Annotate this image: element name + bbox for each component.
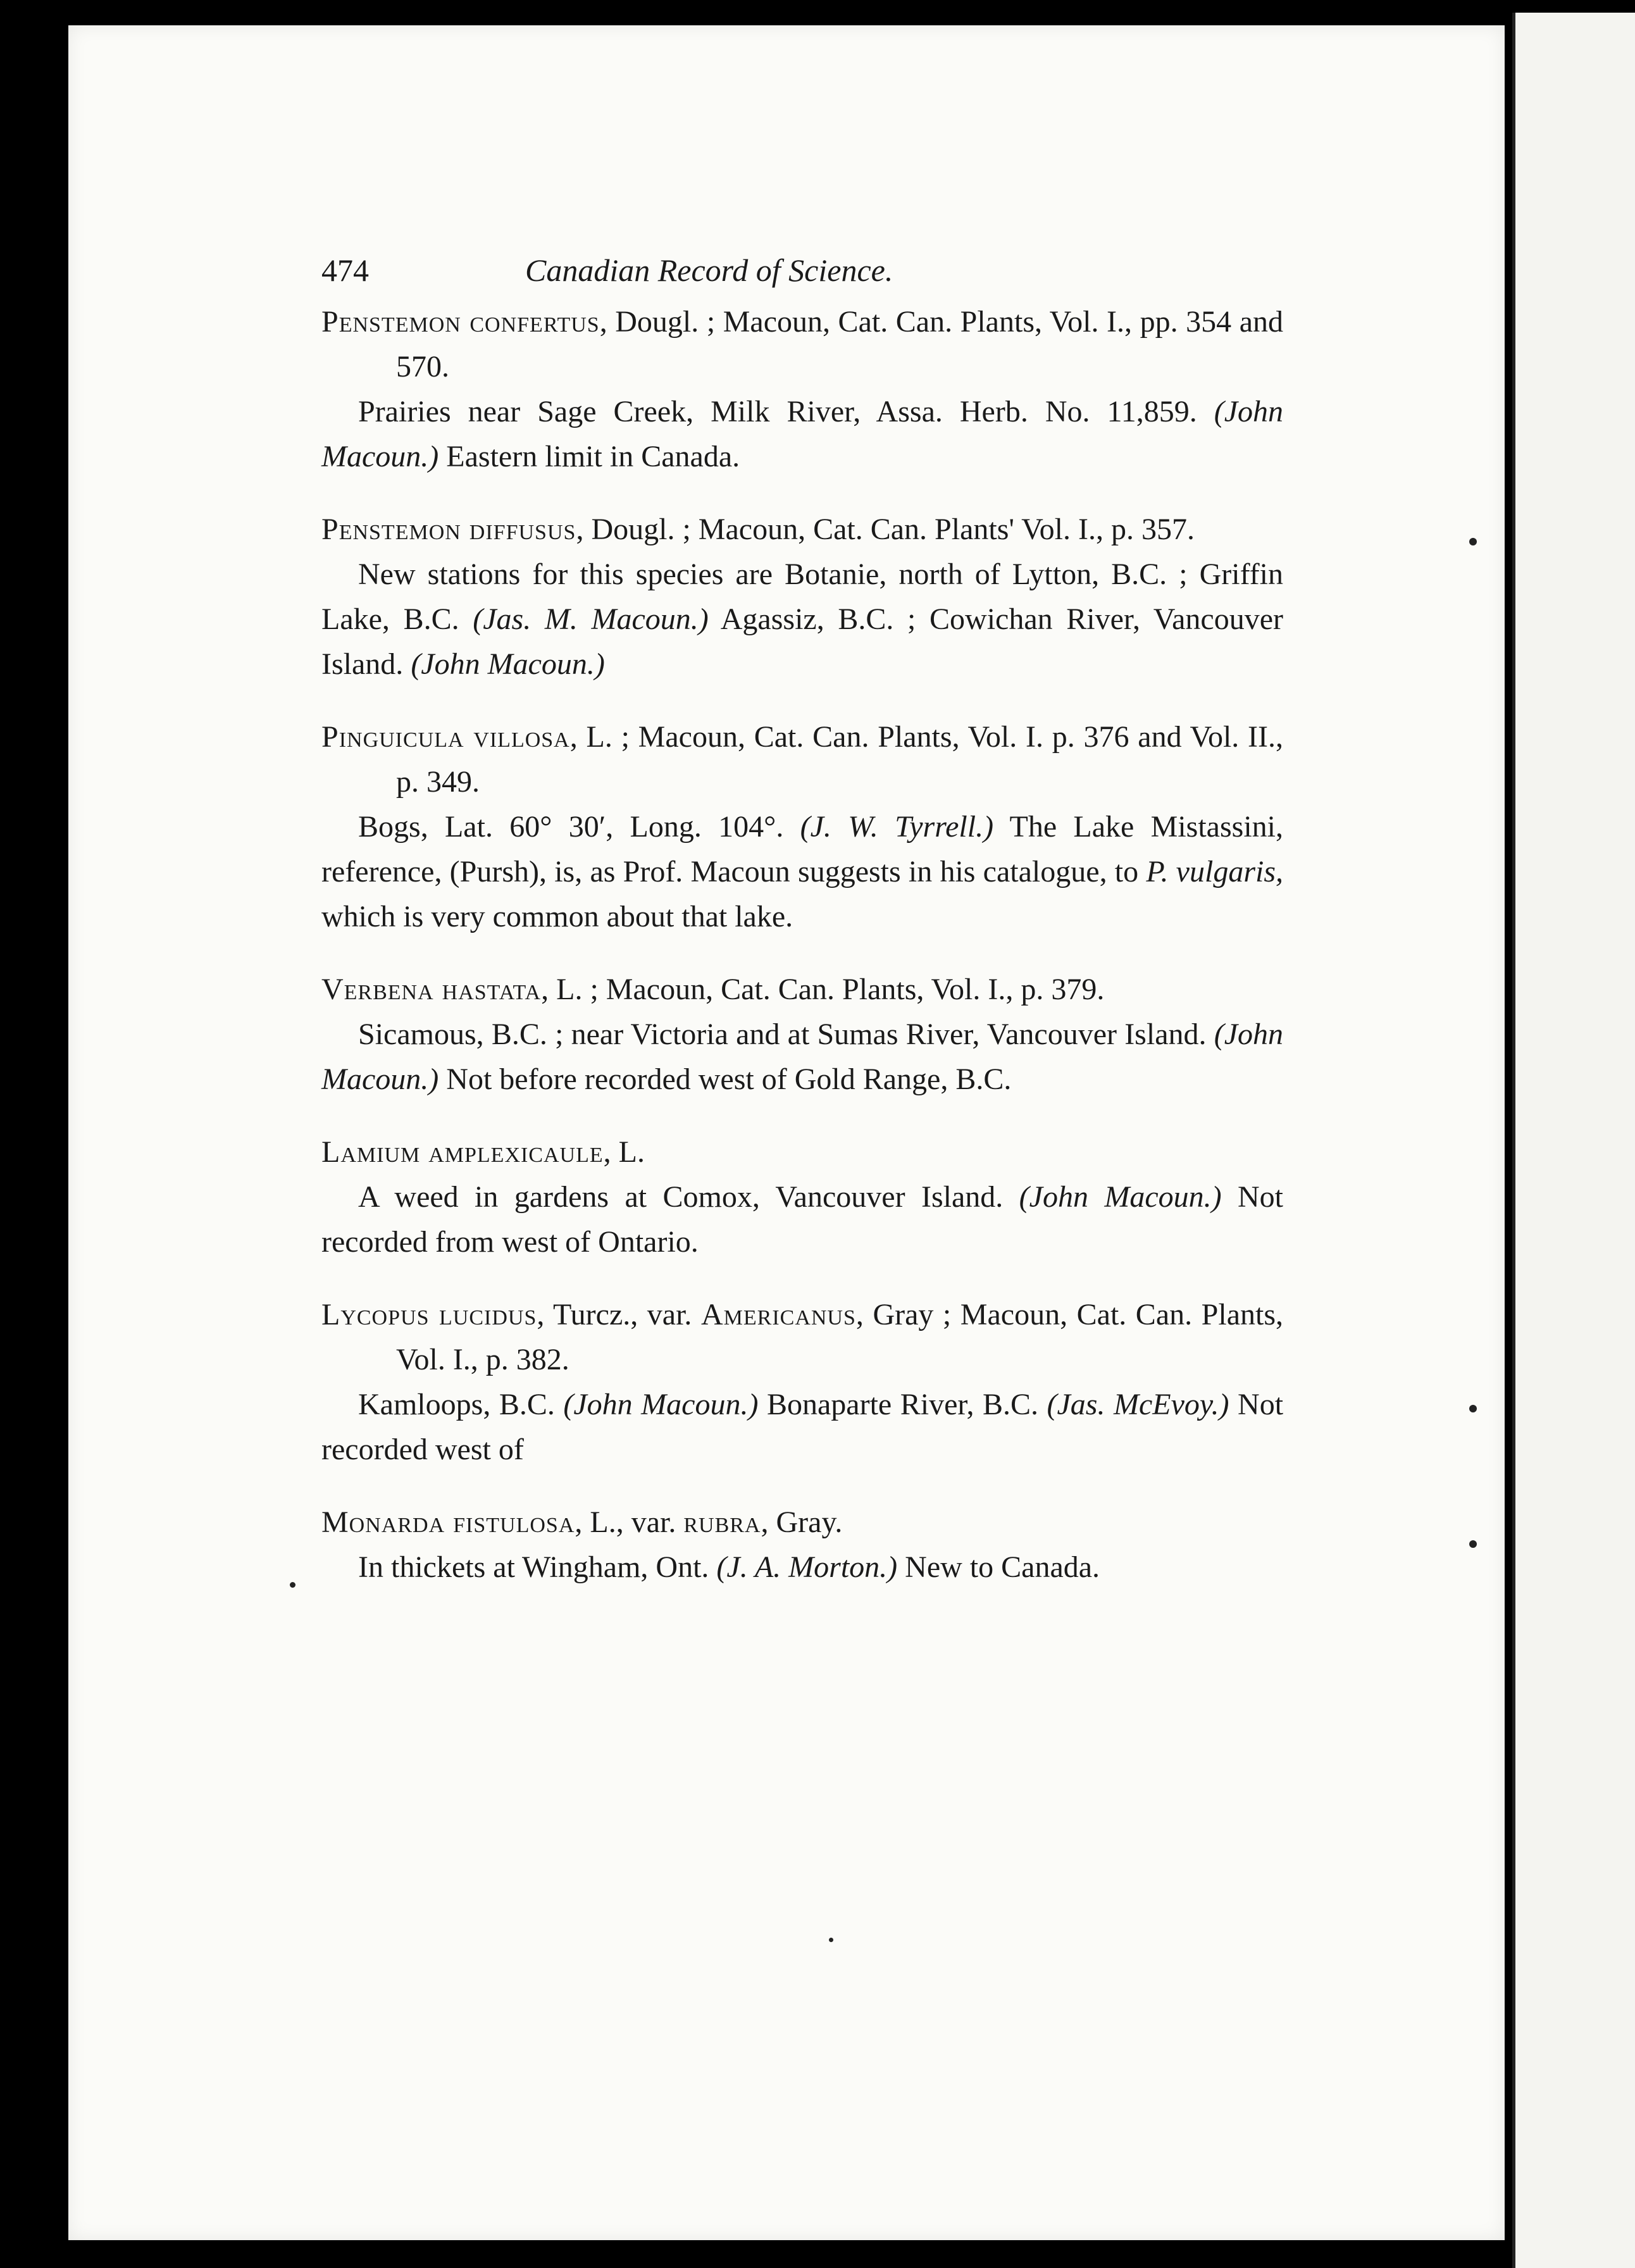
- species-name: Verbena hastata: [321, 973, 542, 1006]
- species-note: [321, 1174, 1283, 1264]
- species-note: [321, 804, 1283, 939]
- species-entry: [321, 507, 1283, 687]
- species-entry: [321, 714, 1283, 939]
- species-note: [321, 1545, 1283, 1590]
- citation-text: , Dougl. ; Macoun, Cat. Can. Plants' Vol. I., p. 357.: [576, 513, 1195, 546]
- citation-text: , L.: [603, 1135, 645, 1169]
- citation-text: , L., var.: [575, 1505, 676, 1539]
- note-text: Agassiz, B.C. ; Cowichan River, Vancouver Island.: [321, 602, 1284, 681]
- species-note: [321, 552, 1283, 687]
- note-text: which is very common about that lake.: [321, 900, 793, 933]
- species-citation: [321, 1500, 1283, 1545]
- note-text: New to Canada.: [905, 1550, 1100, 1584]
- species-reference: P. vulgaris,: [1146, 855, 1284, 888]
- species-citation: [321, 299, 1283, 389]
- species-entry: [321, 1292, 1283, 1472]
- species-citation: [321, 1130, 1283, 1174]
- note-text: Prairies near Sage Creek, Milk River, Assa. Herb. No. 11,859.: [358, 395, 1197, 428]
- ink-speck: [829, 1938, 833, 1942]
- species-citation: [321, 967, 1283, 1012]
- species-note: [321, 389, 1283, 479]
- note-text: Sicamous, B.C. ; near Victoria and at Sumas River, Vancouver Island.: [358, 1018, 1207, 1051]
- species-note: [321, 1012, 1283, 1102]
- citation-text: , L. ; Macoun, Cat. Can. Plants, Vol. I. p. 376 and Vol. II., p. 349.: [396, 720, 1284, 799]
- citation-text: , Turcz., var.: [537, 1298, 692, 1331]
- citation-text: , Gray.: [761, 1505, 843, 1539]
- note-text: Not recorded from west of Ontario.: [321, 1180, 1284, 1259]
- journal-title: Canadian Record of Science.: [525, 252, 893, 288]
- collector-name: (John Macoun.): [1019, 1180, 1222, 1214]
- species-entry: [321, 967, 1283, 1102]
- note-text: Not before recorded west of Gold Range, B.C.: [446, 1062, 1012, 1096]
- note-text: Eastern limit in Canada.: [446, 440, 740, 473]
- variety-name: rubra: [683, 1505, 761, 1539]
- note-text: Kamloops, B.C.: [358, 1388, 555, 1421]
- note-text: Bonaparte River, B.C.: [766, 1388, 1038, 1421]
- collector-name: (John Macoun.): [321, 1018, 1283, 1096]
- collector-name: (Jas. McEvoy.): [1047, 1388, 1229, 1421]
- collector-name: (John Macoun.): [563, 1388, 759, 1421]
- species-name: Monarda fistulosa: [321, 1505, 575, 1539]
- variety-name: Americanus: [700, 1298, 856, 1331]
- species-entry: [321, 299, 1283, 479]
- citation-text: , Gray ; Macoun, Cat. Can. Plants, Vol. I., p. 382.: [396, 1298, 1284, 1376]
- collector-name: (J. W. Tyrrell.): [800, 810, 994, 844]
- adjacent-page-edge: [1512, 13, 1635, 2268]
- species-note: [321, 1382, 1283, 1472]
- page-content: [321, 248, 1283, 1590]
- species-citation: [321, 1292, 1283, 1382]
- collector-name: (John Macoun.): [411, 647, 605, 681]
- ink-speck: [1469, 1540, 1477, 1548]
- ink-speck: [1469, 1405, 1477, 1412]
- species-citation: [321, 507, 1283, 552]
- species-name: Lycopus lucidus: [321, 1298, 537, 1331]
- note-text: Bogs, Lat. 60° 30′, Long. 104°.: [358, 810, 784, 844]
- species-citation: [321, 714, 1283, 804]
- citation-text: , Dougl. ; Macoun, Cat. Can. Plants, Vol. I., pp. 354 and 570.: [396, 305, 1284, 383]
- citation-text: , L. ; Macoun, Cat. Can. Plants, Vol. I., p. 379.: [541, 973, 1105, 1006]
- species-entry: [321, 1500, 1283, 1590]
- species-name: Lamium amplexicaule: [321, 1135, 604, 1169]
- species-name: Penstemon diffusus: [321, 513, 576, 546]
- note-text: New stations for this species are Botanie, north of Lytton, B.C. ; Griffin Lake, B.C.: [321, 558, 1283, 636]
- ink-speck: [1469, 538, 1477, 545]
- species-name: Pinguicula villosa: [321, 720, 570, 754]
- note-text: In thickets at Wingham, Ont.: [358, 1550, 709, 1584]
- collector-name: (J. A. Morton.): [716, 1550, 898, 1584]
- page-number: 474: [321, 252, 369, 288]
- collector-name: (John Macoun.): [321, 395, 1284, 473]
- ink-speck: [290, 1582, 295, 1588]
- species-entry: [321, 1130, 1283, 1264]
- note-text: Not recorded west of: [321, 1388, 1284, 1466]
- note-text: The Lake Mistassini, reference, (Pursh), is, as Prof. Macoun suggests in his catalogue, to: [321, 810, 1284, 888]
- collector-name: (Jas. M. Macoun.): [473, 602, 709, 636]
- running-header: [321, 248, 1283, 293]
- species-name: Penstemon confertus: [321, 305, 600, 339]
- note-text: A weed in gardens at Comox, Vancouver Island.: [358, 1180, 1004, 1214]
